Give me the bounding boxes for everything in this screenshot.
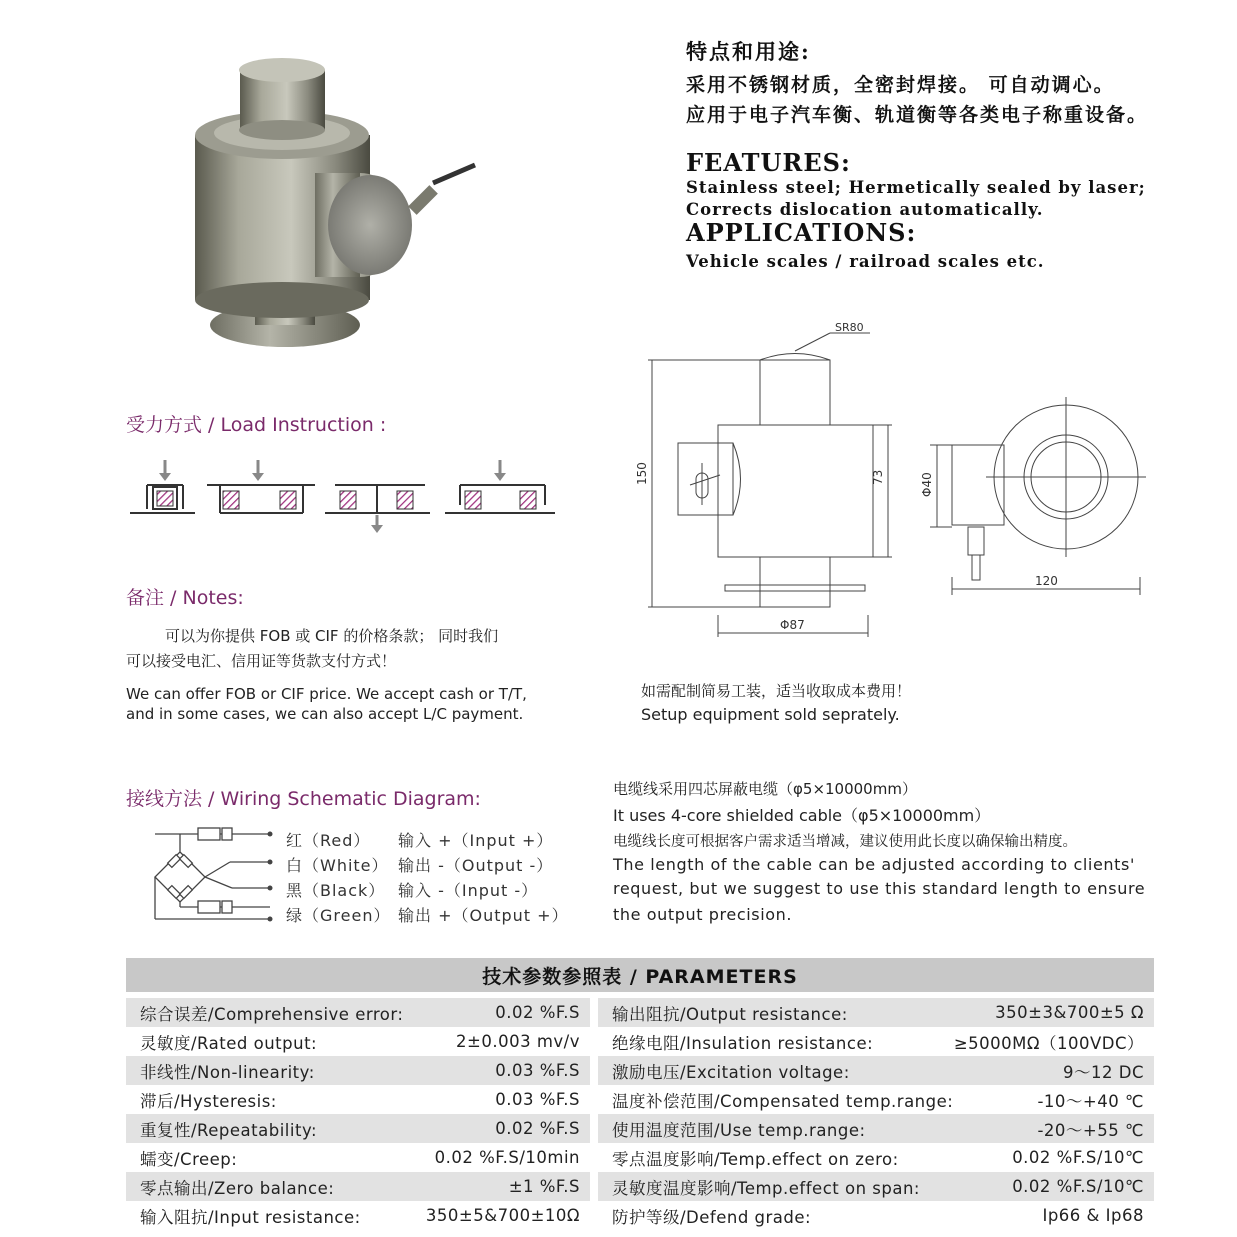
wire-color-green: 绿（Green） [286,906,391,925]
features-cn-line-1: 采用不锈钢材质，全密封焊接。 可自动调心。 [686,74,1115,96]
cable-en-line-2: The length of the cable can be adjusted according to clients' [613,855,1135,874]
dim-phi40: Φ40 [920,472,934,497]
load-cell-photo [185,55,485,355]
wire-func-black: 输入 -（Input -） [398,881,539,900]
wire-color-black: 黑（Black） [286,881,386,900]
param-row: 使用温度范围/Use temp.range: -20～+55 ℃ [598,1114,1154,1143]
dim-sr80: SR80 [835,321,864,334]
load-title-en: Load Instruction : [220,414,387,436]
dim-73: 73 [871,469,885,485]
parameters-right-column [598,998,1154,1230]
param-row: 激励电压/Excitation voltage: 9～12 DC [598,1056,1154,1085]
drawing-note-en: Setup equipment sold seprately. [641,705,900,724]
applications-line: Vehicle scales / railroad scales etc. [686,252,1045,271]
wiring-list [286,828,569,928]
cable-en-line-1: It uses 4-core shielded cable（φ5×10000mm） [613,806,991,825]
param-row: 绝缘电阻/Insulation resistance: ≥5000MΩ（100VDC） [612,1033,1144,1053]
param-row: 温度补偿范围/Compensated temp.range: -10～+40 ℃ [612,1091,1144,1111]
features-en-line-2: Corrects dislocation automatically. [686,200,1044,219]
param-row: 输入阻抗/Input resistance: 350±5&700±10Ω [140,1206,580,1227]
features-cn-line-2: 应用于电子汽车衡、轨道衡等各类电子称重设备。 [686,104,1149,126]
wire-color-white: 白（White） [286,856,389,875]
notes-cn-line-2: 可以接受电汇、信用证等货款支付方式！ [126,652,397,670]
load-instruction-title [126,410,386,437]
wiring-title-cn: 接线方法 / [126,788,221,810]
notes-title-en: Notes: [182,587,244,609]
param-row: 重复性/Repeatability: 0.02 %F.S [126,1114,590,1143]
cable-cn-line-2: 电缆线长度可根据客户需求适当增减，建议使用此长度以确保输出精度。 [613,834,1077,850]
notes-title-cn: 备注 / [126,587,183,609]
param-row: 灵敏度温度影响/Temp.effect on span: 0.02 %F.S/10℃ [598,1172,1154,1201]
param-row: 滞后/Hysteresis: 0.03 %F.S [140,1090,580,1111]
param-row: 零点输出/Zero balance: ±1 %F.S [126,1172,590,1201]
notes-cn-line-1: 可以为你提供 FOB 或 CIF 的价格条款； 同时我们 [165,627,499,645]
notes-en-line-1: We can offer FOB or CIF price. We accept cash or T/T, [126,685,527,703]
load-instruction-diagram [125,455,565,540]
parameters-left-column [126,998,590,1230]
dim-150: 150 [635,462,649,485]
param-row: 非线性/Non-linearity: 0.03 %F.S [126,1056,590,1085]
wire-row-black [286,878,569,903]
wire-func-white: 输出 -（Output -） [398,856,554,875]
cable-en-line-3: request, but we suggest to use this standard length to ensure [613,879,1146,898]
wiring-title [126,784,481,811]
wire-func-green: 输出 +（Output +） [398,906,569,925]
cable-cn-line-1: 电缆线采用四芯屏蔽电缆（φ5×10000mm） [613,780,917,798]
wire-func-red: 输入 +（Input +） [398,831,554,850]
dim-phi87: Φ87 [780,618,805,632]
wiring-bridge-diagram [150,822,280,927]
dim-120: 120 [1035,574,1058,588]
param-row: 输出阻抗/Output resistance: 350±3&700±5 Ω [598,998,1154,1027]
notes-title [126,583,244,610]
wire-row-red [286,828,569,853]
load-title-cn: 受力方式 / [126,414,221,436]
applications-title: APPLICATIONS: [686,218,917,247]
parameters-header: 技术参数参照表 / PARAMETERS [126,958,1154,992]
notes-en-line-2: and in some cases, we can also accept L/C payment. [126,705,524,723]
technical-drawing [630,315,1170,645]
cable-en-line-4: the output precision. [613,905,793,924]
param-row: 综合误差/Comprehensive error: 0.02 %F.S [126,998,590,1027]
param-row: 蠕变/Creep: 0.02 %F.S/10min [140,1148,580,1169]
wiring-title-en: Wiring Schematic Diagram: [220,788,481,810]
wire-row-white [286,853,569,878]
wire-color-red: 红（Red） [286,831,371,850]
drawing-note-cn: 如需配制简易工装，适当收取成本费用！ [641,682,912,700]
wire-row-green [286,903,569,928]
param-row: 零点温度影响/Temp.effect on zero: 0.02 %F.S/10℃ [612,1148,1144,1169]
param-row: 防护等级/Defend grade: Ip66 & Ip68 [612,1206,1144,1227]
features-cn-title: 特点和用途: [686,39,811,64]
param-row: 灵敏度/Rated output: 2±0.003 mv/v [140,1032,580,1053]
features-en-line-1: Stainless steel; Hermetically sealed by laser; [686,178,1146,197]
features-en-title: FEATURES: [686,148,851,177]
